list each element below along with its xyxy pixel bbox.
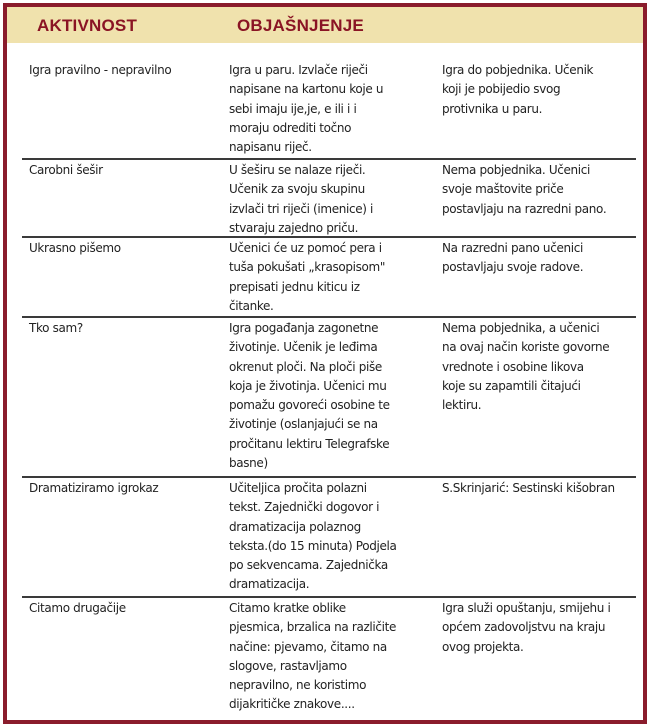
header-activity: AKTIVNOST: [37, 16, 138, 35]
activity-cell: Citamo drugačije: [29, 601, 126, 615]
explanation-cell: Citamo kratke oblike pjesmica, brzalica na različite načine: pjevamo, čitamo na slogove, rastavljamo nepravilno, ne koristimo dijakritičke znakove....: [229, 601, 397, 712]
row-divider: [22, 596, 636, 598]
note-cell: Nema pobjednika, a učenici na ovaj način koriste govorne vrednote i osobine likova koje su zapamtili čitajući lektiru.: [442, 321, 610, 413]
row-divider: [22, 158, 636, 160]
activity-cell: Tko sam?: [29, 321, 83, 335]
activity-cell: Igra pravilno - nepravilno: [29, 63, 172, 77]
note-cell: Nema pobjednika. Učenici svoje maštovite priče postavljaju na razredni pano.: [442, 163, 607, 216]
row-divider: [22, 476, 636, 478]
activity-cell: Carobni šešir: [29, 163, 103, 177]
explanation-cell: Igra u paru. Izvlače riječi napisane na kartonu koje u sebi imaju ije,je, e ili i i moraju odrediti točno napisanu riječ.: [229, 63, 384, 155]
note-cell: S.Skrinjarić: Sestinski kišobran: [442, 481, 615, 495]
explanation-cell: Igra pogađanja zagonetne životinje. Učenik je leđima okrenut ploči. Na ploči piše koja je životinja. Učenici mu pomažu govoreći osobine te životinje (oslanjajući se na pročitanu lektiru Telegrafske basne): [229, 321, 390, 471]
activity-table: [3, 3, 647, 724]
explanation-cell: Učenici će uz pomoć pera i tuša pokušati „krasopisom" prepisati jednu kiticu iz čitanke.: [229, 241, 386, 313]
table-header: [7, 7, 643, 43]
row-divider: [22, 236, 636, 238]
note-cell: Na razredni pano učenici postavljaju svoje radove.: [442, 241, 584, 275]
row-divider: [22, 316, 636, 318]
header-explanation: OBJAŠNJENJE: [237, 16, 364, 35]
note-cell: Igra do pobjednika. Učenik koji je pobijedio svog protivnika u paru.: [442, 63, 594, 116]
activity-cell: Dramatiziramo igrokaz: [29, 481, 159, 495]
explanation-cell: Učiteljica pročita polazni tekst. Zajednički dogovor i dramatizacija polaznog teksta.(do 15 minuta) Podjela po sekvencama. Zajednička dramatizacija.: [229, 481, 397, 592]
note-cell: Igra služi opuštanju, smijehu i općem zadovoljstvu na kraju ovog projekta.: [442, 601, 611, 654]
activity-cell: Ukrasno pišemo: [29, 241, 121, 255]
explanation-cell: U šeširu se nalaze riječi. Učenik za svoju skupinu izvlači tri riječi (imenice) i stvaraju zajedno priču.: [229, 163, 374, 235]
